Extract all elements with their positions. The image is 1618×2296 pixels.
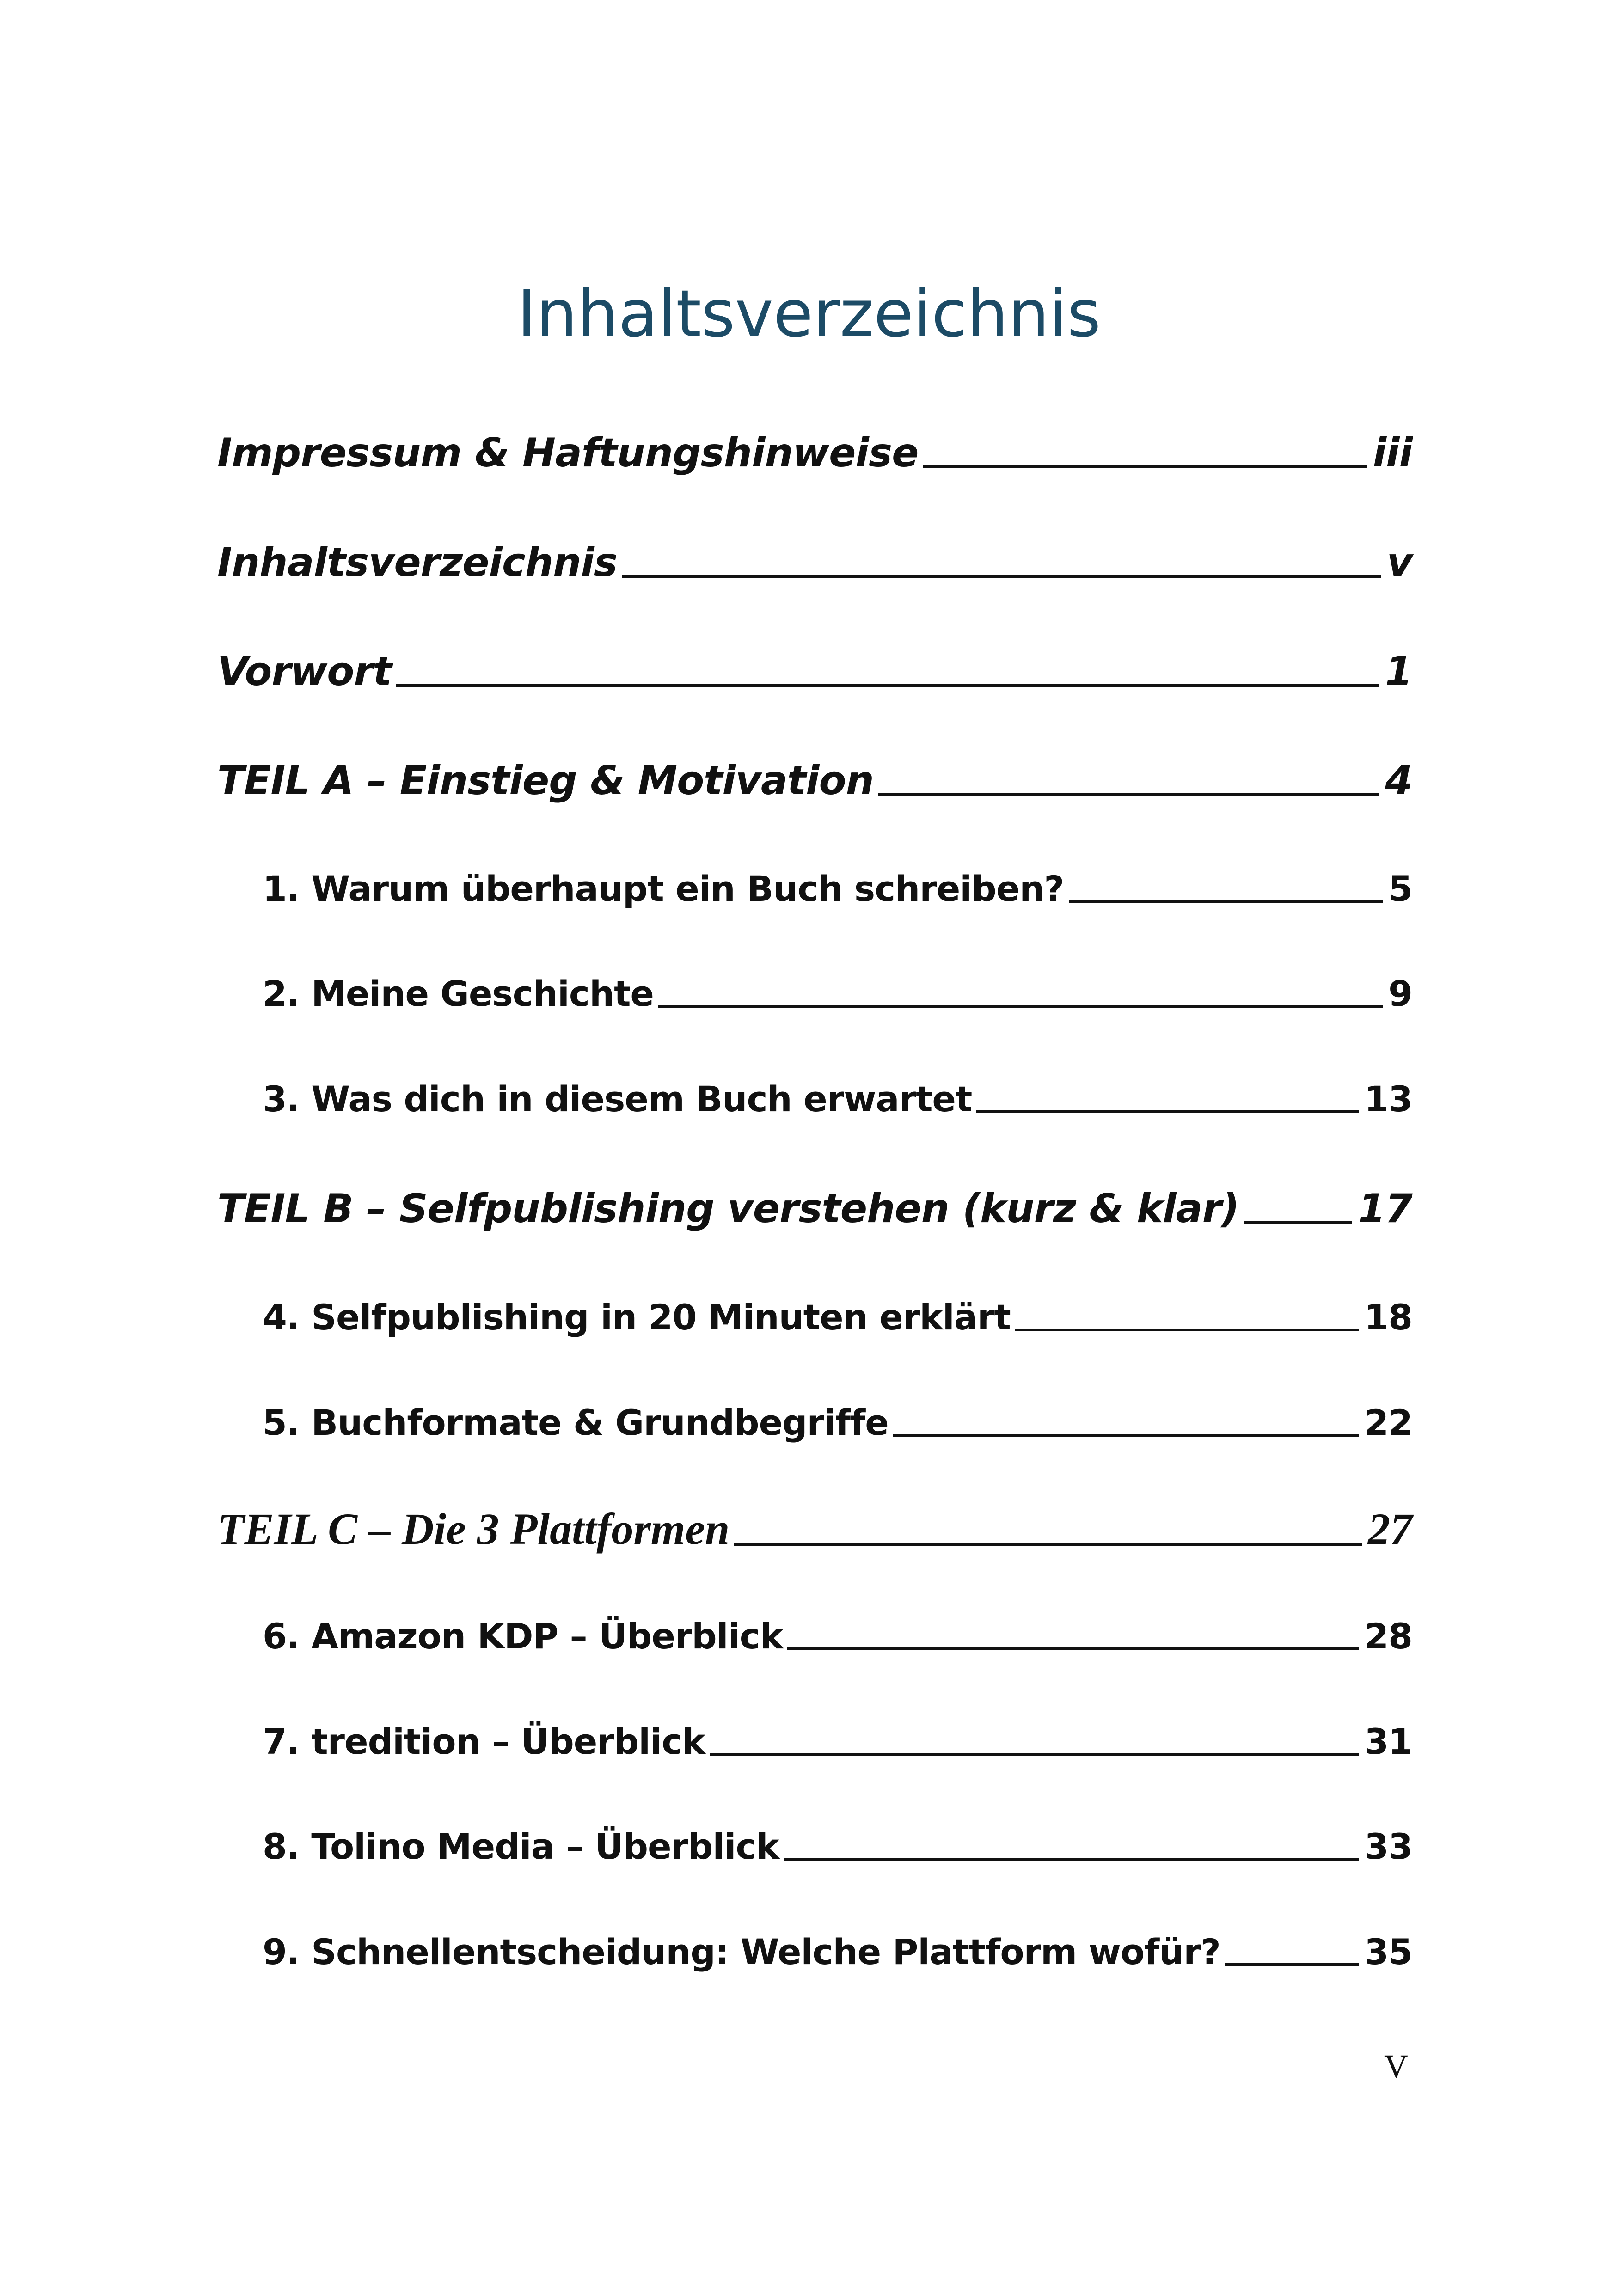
toc-page-number: 17	[1358, 1186, 1412, 1232]
toc-leader	[658, 1005, 1383, 1008]
toc-entry[interactable]	[263, 1929, 1412, 1975]
toc-entry-label: 6. Amazon KDP – Überblick	[263, 1616, 783, 1657]
toc-page-number: 9	[1388, 973, 1412, 1014]
toc-page-number: 28	[1364, 1616, 1412, 1657]
toc-page-number: 27	[1368, 1504, 1412, 1554]
toc-leader	[923, 465, 1367, 468]
toc-entry-label: 1. Warum überhaupt ein Buch schreiben?	[263, 868, 1064, 909]
toc-leader	[622, 575, 1381, 578]
toc-entry-label: 5. Buchformate & Grundbegriffe	[263, 1402, 889, 1443]
toc-page-number: 22	[1364, 1402, 1412, 1443]
toc-page-number: 33	[1364, 1826, 1412, 1867]
toc-page-number: 18	[1364, 1297, 1412, 1338]
toc-page-number: 1	[1385, 649, 1412, 695]
toc-entry[interactable]	[263, 971, 1412, 1017]
toc-leader	[787, 1647, 1359, 1650]
toc-entry-label: TEIL C – Die 3 Plattformen	[217, 1504, 730, 1554]
toc-entry[interactable]	[263, 1613, 1412, 1659]
toc-entry-label: TEIL A – Einstieg & Motivation	[217, 758, 874, 804]
toc-entry[interactable]	[263, 1294, 1412, 1341]
page-title: Inhaltsverzeichnis	[517, 276, 1101, 352]
toc-entry[interactable]	[217, 755, 1412, 806]
toc-leader	[1225, 1963, 1359, 1966]
toc-leader	[976, 1110, 1359, 1113]
toc-entry[interactable]	[217, 428, 1412, 478]
toc-entry[interactable]	[263, 1400, 1412, 1446]
toc-entry-label: 7. tredition – Überblick	[263, 1721, 705, 1762]
toc-entry-label: 2. Meine Geschichte	[263, 973, 654, 1014]
toc-entry-label: 8. Tolino Media – Überblick	[263, 1826, 779, 1867]
toc-leader	[396, 684, 1379, 687]
toc-entry-label: Vorwort	[217, 649, 392, 695]
toc-leader	[710, 1753, 1359, 1756]
toc-page-number: 35	[1364, 1931, 1412, 1972]
toc-page-number: v	[1386, 539, 1412, 586]
toc-entry[interactable]	[217, 1183, 1412, 1234]
toc-entry[interactable]	[263, 866, 1412, 912]
toc-leader	[1069, 900, 1383, 903]
toc-page-number: 5	[1388, 868, 1412, 909]
toc-page-number: 31	[1364, 1721, 1412, 1762]
toc-page-number: 4	[1385, 758, 1412, 804]
toc-entry-label: Inhaltsverzeichnis	[217, 539, 618, 586]
toc-entry[interactable]	[217, 537, 1412, 588]
toc-entry[interactable]	[263, 1824, 1412, 1870]
toc-entry-label: TEIL B – Selfpublishing verstehen (kurz & klar)	[217, 1186, 1239, 1232]
toc-leader	[878, 793, 1379, 796]
toc-entry-label: 3. Was dich in diesem Buch erwartet	[263, 1078, 972, 1120]
toc-entry-label: 4. Selfpublishing in 20 Minuten erklärt	[263, 1297, 1011, 1338]
toc-leader	[1015, 1329, 1359, 1331]
toc-entry-label: Impressum & Haftungshinweise	[217, 430, 919, 476]
toc-page-number: 13	[1364, 1078, 1412, 1120]
page-folio: V	[1384, 2048, 1408, 2085]
toc-leader	[1244, 1221, 1352, 1224]
toc-entry[interactable]	[263, 1719, 1412, 1765]
toc-leader	[734, 1543, 1362, 1546]
toc-entry-label: 9. Schnellentscheidung: Welche Plattform wofür?	[263, 1931, 1220, 1972]
toc-page-number: iii	[1373, 430, 1412, 476]
toc-entry[interactable]	[263, 1076, 1412, 1122]
toc-leader	[784, 1858, 1359, 1861]
toc-leader	[893, 1434, 1359, 1437]
toc-entry[interactable]	[217, 1504, 1412, 1555]
toc-entry[interactable]	[217, 646, 1412, 697]
